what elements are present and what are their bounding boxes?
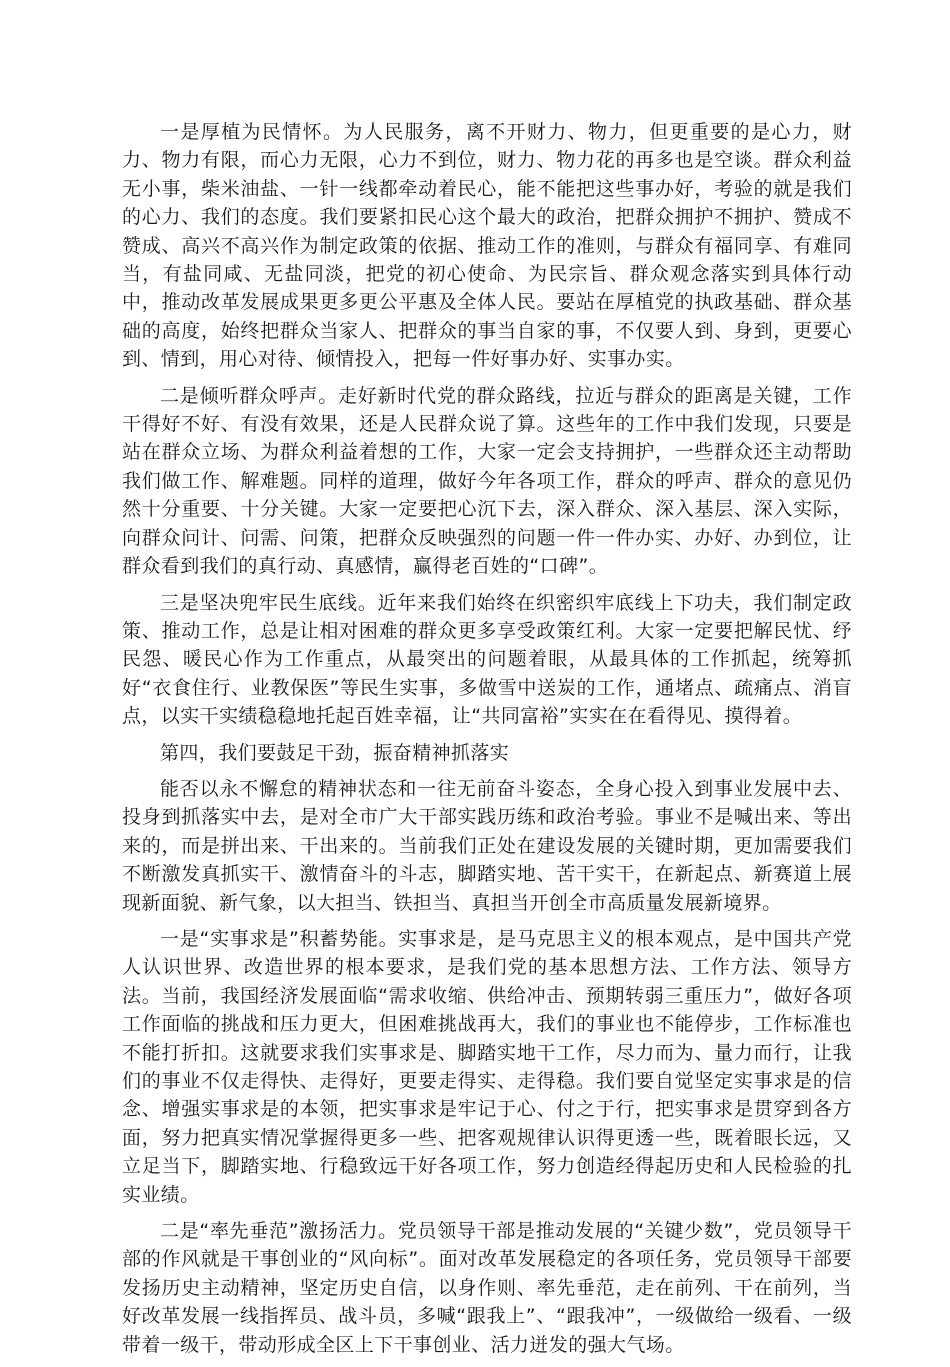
document-body <box>122 118 852 1367</box>
paragraph-1: 一是厚植为民情怀。为人民服务，离不开财力、物力，但更重要的是心力，财力、物力有限，而心力无限，心力不到位，财力、物力花的再多也是空谈。群众利益无小事，柴米油盐、一针一线都牵动着民心，能不能把这些事办好，考验的就是我们的心力、我们的态度。我们要紧扣民心这个最大的政治，把群众拥护不拥护、赞成不赞成、高兴不高兴作为制定政策的依据、推动工作的准则，与群众有福同享、有难同当，有盐同咸、无盐同淡，把党的初心使命、为民宗旨、群众观念落实到具体行动中，推动改革发展成果更多更公平惠及全体人民。要站在厚植党的执政基础、群众基础的高度，始终把群众当家人、把群众的事当自家的事，不仅要人到、身到，更要心到、情到，用心对待、倾情投入，把每一件好事办好、实事办实。 <box>122 121 852 371</box>
paragraph-3: 三是坚决兜牢民生底线。近年来我们始终在织密织牢底线上下功夫，我们制定政策、推动工作，总是让相对困难的群众更多享受政策红利。大家一定要把解民忧、纾民怨、暖民心作为工作重点，从最突出的问题着眼，从最具体的工作抓起，统筹抓好“衣食住行、业教保医”等民生实事，多做雪中送炭的工作，通堵点、疏痛点、消盲点，以实干实绩稳稳地托起百姓幸福，让“共同富裕”实实在在看得见、摸得着。 <box>122 591 852 728</box>
section-heading: 第四，我们要鼓足干劲，振奋精神抓落实 <box>160 741 510 764</box>
paragraph-6: 一是“实事求是”积蓄势能。实事求是，是马克思主义的根本观点，是中国共产党人认识世界、改造世界的根本要求，是我们党的基本思想方法、工作方法、领导方法。当前，我国经济发展面临“需求收缩、供给冲击、预期转弱三重压力”，做好各项工作面临的挑战和压力更大，但困难挑战再大，我们的事业也不能停步，工作标准也不能打折扣。这就要求我们实事求是、脚踏实地干工作，尽力而为、量力而行，让我们的事业不仅走得快、走得好，更要走得实、走得稳。我们要自觉坚定实事求是的信念、增强实事求是的本领，把实事求是牢记于心、付之于行，把实事求是贯穿到各方面，努力把真实情况掌握得更多一些、把客观规律认识得更透一些，既着眼长远，又立足当下，脚踏实地、行稳致远干好各项工作，努力创造经得起历史和人民检验的扎实业绩。 <box>122 927 852 1206</box>
paragraph-7: 二是“率先垂范”激扬活力。党员领导干部是推动发展的“关键少数”，党员领导干部的作风就是干事创业的“风向标”。面对改革发展稳定的各项任务，党员领导干部要发扬历史主动精神，坚定历史自信，以身作则、率先垂范，走在前列、干在前列，当好改革发展一线指挥员、战斗员，多喊“跟我上”、“跟我冲”，一级做给一级看、一级带着一级干，带动形成全区上下干事创业、活力迸发的强大气场。 <box>122 1220 852 1356</box>
paragraph-5: 能否以永不懈怠的精神状态和一往无前奋斗姿态，全身心投入到事业发展中去、投身到抓落实中去，是对全市广大干部实践历练和政治考验。事业不是喊出来、等出来的，而是拼出来、干出来的。当前我们正处在建设发展的关键时期，更加需要我们不断激发真抓实干、激情奋斗的斗志，脚踏实地、苦干实干，在新起点、新赛道上展现新面貌、新气象，以大担当、铁担当、真担当开创全市高质量发展新境界。 <box>122 777 852 914</box>
paragraph-2: 二是倾听群众呼声。走好新时代党的群众路线，拉近与群众的距离是关键，工作干得好不好、有没有效果，还是人民群众说了算。这些年的工作中我们发现，只要是站在群众立场、为群众利益着想的工作，大家一定会支持拥护，一些群众还主动帮助我们做工作、解难题。同样的道理，做好今年各项工作，群众的呼声、群众的意见仍然十分重要、十分关键。大家一定要把心沉下去，深入群众、深入基层、深入实际，向群众问计、问需、问策，把群众反映强烈的问题一件一件办实、办好、办到位，让群众看到我们的真行动、真感情，赢得老百姓的“口碑”。 <box>122 384 852 578</box>
